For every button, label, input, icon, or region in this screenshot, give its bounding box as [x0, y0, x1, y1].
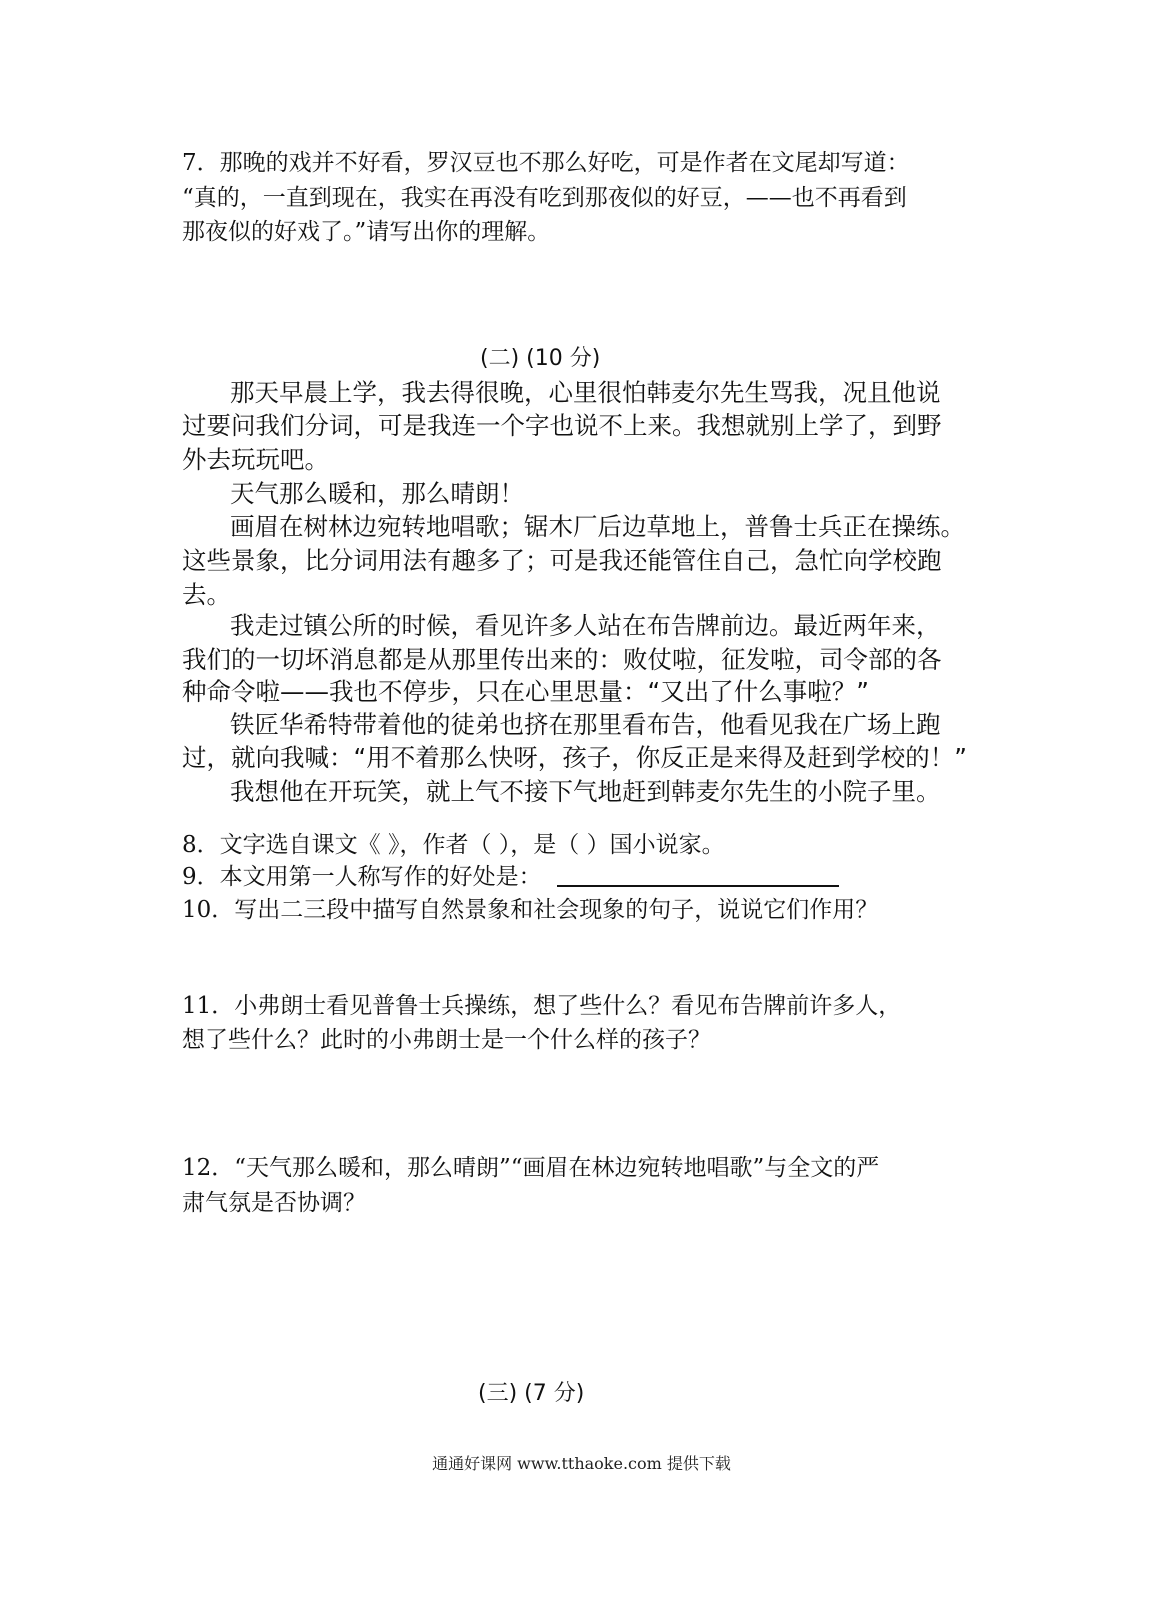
- question-10: 10．写出二三段中描写自然景象和社会现象的句子，说说它们作用？: [182, 897, 879, 923]
- passage-line: 过要问我们分词，可是我连一个字也说不上来。我想就别上学了，到野: [182, 411, 942, 440]
- section-3-heading: (三) (7 分): [478, 1381, 585, 1406]
- passage-line: 去。: [182, 580, 231, 609]
- passage-line: 过，就向我喊：“用不着那么快呀，孩子，你反正是来得及赶到学校的！”: [182, 743, 967, 772]
- section-2-heading: (二) (10 分): [480, 346, 601, 371]
- passage-line: 天气那么暖和，那么晴朗！: [230, 479, 524, 508]
- passage-line: 我想他在开玩笑，就上气不接下气地赶到韩麦尔先生的小院子里。: [230, 777, 941, 806]
- question-7-line-3: 那夜似的好戏了。”请写出你的理解。: [182, 219, 551, 245]
- question-11-line-2: 想了些什么？此时的小弗朗士是一个什么样的孩子？: [182, 1027, 711, 1053]
- question-7-line-1: 7．那晚的戏并不好看，罗汉豆也不那么好吃，可是作者在文尾却写道：: [182, 150, 910, 176]
- passage-line: 我们的一切坏消息都是从那里传出来的：败仗啦，征发啦，司令部的各: [182, 645, 942, 674]
- passage-line: 种命令啦——我也不停步，只在心里思量：“又出了什么事啦？”: [182, 677, 869, 706]
- question-12-line-1: 12．“天气那么暖和，那么晴朗”“画眉在林边宛转地唱歌”与全文的严: [182, 1155, 880, 1181]
- question-9: 9．本文用第一人称写作的好处是：: [182, 864, 542, 890]
- passage-line: 这些景象，比分词用法有趣多了；可是我还能管住自己，急忙向学校跑: [182, 546, 942, 575]
- passage-line: 画眉在树林边宛转地唱歌；锯木厂后边草地上，普鲁士兵正在操练。: [230, 512, 965, 541]
- answer-blank-underline: [557, 885, 839, 887]
- passage-line: 那天早晨上学，我去得很晚，心里很怕韩麦尔先生骂我，况且他说: [230, 378, 941, 407]
- passage-line: 我走过镇公所的时候，看见许多人站在布告牌前边。最近两年来，: [230, 611, 941, 640]
- question-7-line-2: “真的，一直到现在，我实在再没有吃到那夜似的好豆，——也不再看到: [182, 185, 907, 211]
- page-footer: 通通好课网 www.tthaoke.com 提供下载: [432, 1454, 731, 1473]
- passage-line: 外去玩玩吧。: [182, 445, 329, 474]
- question-11-line-1: 11．小弗朗士看见普鲁士兵操练，想了些什么？看见布告牌前许多人，: [182, 993, 902, 1019]
- question-12-line-2: 肃气氛是否协调？: [182, 1190, 366, 1216]
- question-8: 8．文字选自课文《 》，作者（ ），是（ ）国小说家。: [182, 832, 725, 858]
- passage-line: 铁匠华希特带着他的徒弟也挤在那里看布告，他看见我在广场上跑: [230, 710, 941, 739]
